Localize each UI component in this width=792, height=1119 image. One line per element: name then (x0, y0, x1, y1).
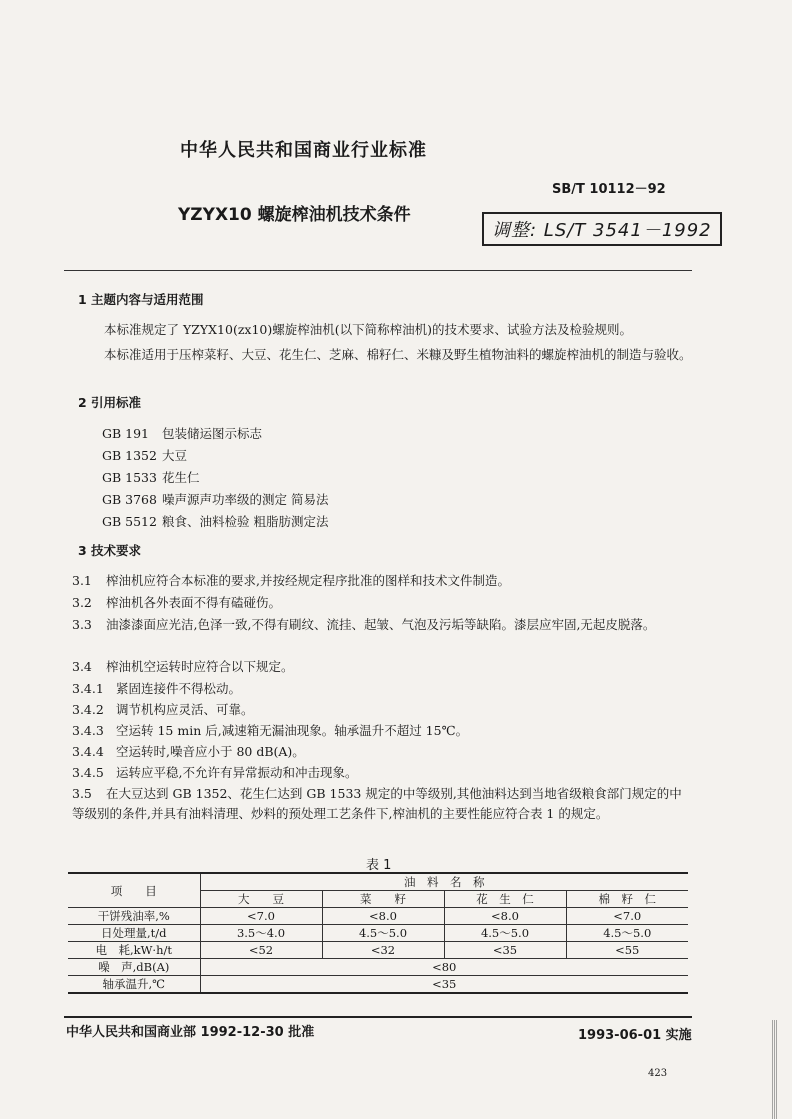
section-1-heading: 1 主题内容与适用范围 (78, 292, 204, 307)
document-title: YZYX10 螺旋榨油机技术条件 (178, 205, 411, 225)
scan-edge (772, 1020, 778, 1119)
cell: <80 (200, 959, 688, 976)
ref-item (102, 446, 187, 464)
clause-3-1: 3.1 榨油机应符合本标准的要求,并按经规定程序批准的图样和技术文件制造。 (72, 573, 510, 588)
cell: <35 (200, 976, 688, 994)
section-1-para-2: 本标准适用于压榨菜籽、大豆、花生仁、芝麻、棉籽仁、米糠及野生植物油料的螺旋榨油机的制造与验收。 (104, 347, 692, 362)
performance-table (68, 872, 688, 994)
cell: <35 (444, 942, 566, 959)
org-title: 中华人民共和国商业行业标准 (180, 140, 427, 161)
top-divider (64, 270, 692, 271)
col-group-header: 油 料 名 称 (200, 873, 688, 891)
section-3-heading: 3 技术要求 (78, 543, 142, 558)
cell: <8.0 (322, 908, 444, 925)
ref-title: 噪声源声功率级的测定 简易法 (162, 492, 329, 507)
cell: <7.0 (566, 908, 688, 925)
ref-item (102, 490, 328, 508)
cell: 4.5～5.0 (322, 925, 444, 942)
ref-code: GB 191 (102, 426, 150, 441)
section-1-para-1: 本标准规定了 YZYX10(zx10)螺旋榨油机(以下简称榨油机)的技术要求、试验方法及检验规则。 (104, 322, 633, 337)
ref-item (102, 424, 262, 442)
table-row (68, 942, 688, 959)
ref-title: 花生仁 (162, 470, 200, 485)
crop-header: 花 生 仁 (444, 891, 566, 908)
standard-code: SB/T 10112－92 (552, 182, 666, 197)
row-label: 噪 声,dB(A) (68, 959, 200, 976)
ref-code: GB 1352 (102, 448, 157, 463)
row-label: 轴承温升,℃ (68, 976, 200, 994)
clause-3-4-1: 3.4.1 紧固连接件不得松动。 (72, 681, 242, 696)
ref-item (102, 512, 328, 530)
crop-header: 棉 籽 仁 (566, 891, 688, 908)
table-row (68, 959, 688, 976)
cell: <52 (200, 942, 322, 959)
table-header-row (68, 873, 688, 891)
col-item-header: 项 目 (68, 873, 200, 908)
row-label: 干饼残油率,% (68, 908, 200, 925)
ref-title: 粮食、油料检验 粗脂肪测定法 (162, 514, 329, 529)
bottom-divider (64, 1016, 692, 1018)
effective-date: 1993-06-01 实施 (578, 1028, 692, 1043)
table-caption: 表 1 (366, 858, 392, 873)
clause-3-4: 3.4 榨油机空运转时应符合以下规定。 (72, 659, 294, 674)
cell: 4.5～5.0 (566, 925, 688, 942)
table-row (68, 925, 688, 942)
clause-3-5: 3.5 在大豆达到 GB 1352、花生仁达到 GB 1533 规定的中等级别,其他油料达到当地省级粮食部门规定的中等级别的条件,并具有油料清理、炒料的预处理工艺条件下,榨油机的主要性能应符合表 1 的规定。 (72, 786, 682, 821)
section-2-heading: 2 引用标准 (78, 395, 142, 410)
cell: <8.0 (444, 908, 566, 925)
row-label: 电 耗,kW·h/t (68, 942, 200, 959)
ref-code: GB 5512 (102, 514, 157, 529)
cell: <55 (566, 942, 688, 959)
crop-header: 菜 籽 (322, 891, 444, 908)
row-label: 日处理量,t/d (68, 925, 200, 942)
clause-3-3: 3.3 油漆漆面应光洁,色泽一致,不得有刷纹、流挂、起皱、气泡及污垢等缺陷。漆层应牢固,无起皮脱落。 (72, 617, 656, 632)
ref-code: GB 3768 (102, 492, 157, 507)
cell: 4.5～5.0 (444, 925, 566, 942)
crop-header: 大 豆 (200, 891, 322, 908)
cell: 3.5～4.0 (200, 925, 322, 942)
ref-title: 包装储运图示标志 (162, 426, 263, 441)
table-row (68, 976, 688, 994)
clause-3-2: 3.2 榨油机各外表面不得有磕碰伤。 (72, 595, 282, 610)
ref-code: GB 1533 (102, 470, 157, 485)
clause-3-4-5: 3.4.5 运转应平稳,不允许有异常振动和冲击现象。 (72, 765, 358, 780)
table-row (68, 908, 688, 925)
ref-title: 大豆 (162, 448, 188, 463)
approval-line: 中华人民共和国商业部 1992-12-30 批准 (66, 1025, 315, 1040)
clause-3-4-2: 3.4.2 调节机构应灵活、可靠。 (72, 702, 254, 717)
ref-item (102, 468, 200, 486)
clause-3-4-3: 3.4.3 空运转 15 min 后,减速箱无漏油现象。轴承温升不超过 15℃。 (72, 723, 469, 738)
page-number: 423 (648, 1068, 668, 1079)
revision-stamp: 调整: LS/T 3541－1992 (482, 212, 722, 246)
cell: <32 (322, 942, 444, 959)
clause-3-4-4: 3.4.4 空运转时,噪音应小于 80 dB(A)。 (72, 744, 305, 759)
cell: <7.0 (200, 908, 322, 925)
